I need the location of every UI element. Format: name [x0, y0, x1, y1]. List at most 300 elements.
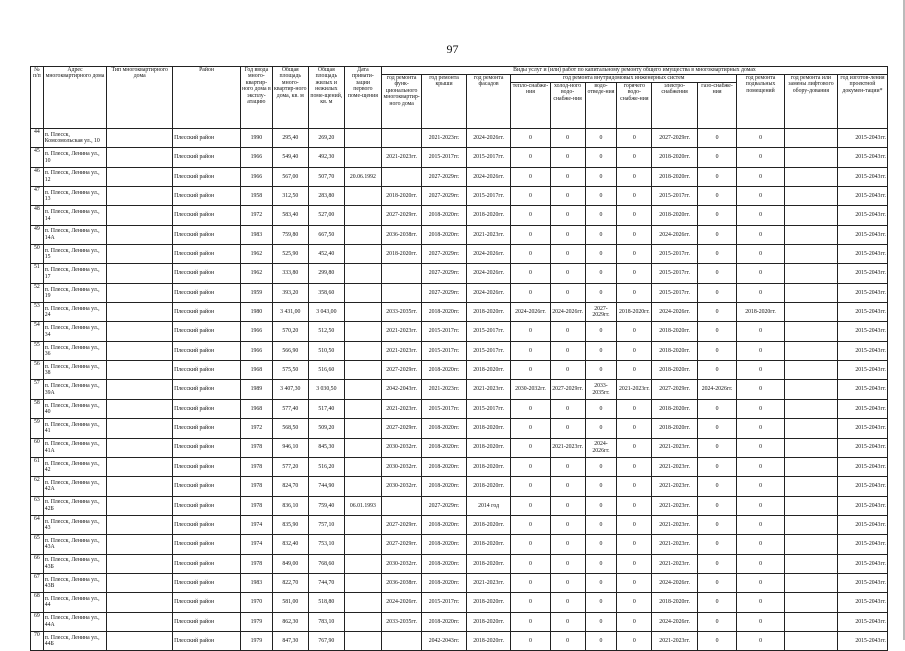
cell-design-docs: 2015-2043гг.	[837, 129, 887, 148]
cell-total-area: 759,80	[272, 225, 308, 244]
cell-district: Плесский район	[173, 419, 241, 438]
cell-heat: 0	[511, 612, 550, 631]
cell-design-docs: 2015-2043гг.	[837, 399, 887, 418]
cell-heat: 0	[511, 573, 550, 592]
cell-hot-water: 0	[617, 515, 652, 534]
cell-lift	[784, 554, 837, 573]
cell-year-functional: 2030-2032гг.	[381, 477, 421, 496]
cell-cold-water: 0	[550, 206, 585, 225]
cell-heat: 0	[511, 148, 550, 167]
cell-house-type	[107, 535, 173, 554]
cell-design-docs: 2015-2043гг.	[837, 361, 887, 380]
cell-sewer: 2033-2035гг.	[585, 380, 617, 399]
cell-address: п. Плесск, Ленина ул., 15	[43, 245, 107, 264]
cell-total-area: 824,70	[272, 477, 308, 496]
cell-heat: 0	[511, 225, 550, 244]
cell-year-facade: 2024-2026гг.	[466, 264, 511, 283]
cell-lift	[784, 477, 837, 496]
cell-total-area: 567,00	[272, 167, 308, 186]
cell-district: Плесский район	[173, 535, 241, 554]
cell-house-type	[107, 322, 173, 341]
cell-row-number: 49	[31, 225, 44, 244]
cell-residential-area: 452,40	[308, 245, 344, 264]
cell-basement: 0	[737, 399, 785, 418]
cell-year-functional: 2036-2038гг.	[381, 225, 421, 244]
cell-sewer: 0	[585, 187, 617, 206]
table-row	[31, 438, 888, 457]
cell-row-number: 55	[31, 341, 44, 360]
cell-year-built: 1972	[240, 419, 272, 438]
table-row	[31, 496, 888, 515]
cell-basement: 0	[737, 612, 785, 631]
cell-lift	[784, 515, 837, 534]
cell-basement: 0	[737, 245, 785, 264]
cell-heat: 0	[511, 419, 550, 438]
table-row	[31, 225, 888, 244]
cell-electricity: 2024-2026гг.	[652, 225, 698, 244]
cell-row-number: 44	[31, 129, 44, 148]
cell-total-area: 333,80	[272, 264, 308, 283]
cell-year-facade: 2024-2026гг.	[466, 245, 511, 264]
cell-cold-water: 0	[550, 283, 585, 302]
cell-residential-area: 299,80	[308, 264, 344, 283]
cell-lift	[784, 399, 837, 418]
cell-gas: 0	[697, 361, 736, 380]
cell-house-type	[107, 380, 173, 399]
cell-gas: 0	[697, 438, 736, 457]
cell-residential-area: 757,10	[308, 515, 344, 534]
cell-lift	[784, 148, 837, 167]
cell-basement: 0	[737, 380, 785, 399]
cell-heat: 0	[511, 167, 550, 186]
cell-district: Плесский район	[173, 380, 241, 399]
cell-heat: 0	[511, 245, 550, 264]
cell-year-built: 1990	[240, 129, 272, 148]
cell-row-number: 64	[31, 515, 44, 534]
cell-design-docs: 2015-2043гг.	[837, 283, 887, 302]
cell-address: п. Плесск, Ленина ул., 44	[43, 593, 107, 612]
cell-lift	[784, 264, 837, 283]
cell-privatization-date	[344, 612, 381, 631]
cell-district: Плесский район	[173, 457, 241, 476]
cell-year-facade: 2018-2020гг.	[466, 535, 511, 554]
cell-gas: 0	[697, 129, 736, 148]
table-row	[31, 457, 888, 476]
cell-year-built: 1959	[240, 283, 272, 302]
cell-district: Плесский район	[173, 167, 241, 186]
cell-year-roof: 2015-2017гг.	[422, 322, 467, 341]
cell-house-type	[107, 593, 173, 612]
cell-sewer: 0	[585, 322, 617, 341]
cell-lift	[784, 438, 837, 457]
cell-gas: 0	[697, 399, 736, 418]
cell-year-functional: 2030-2032гг.	[381, 554, 421, 573]
cell-residential-area: 845,30	[308, 438, 344, 457]
cell-year-built: 1989	[240, 380, 272, 399]
cell-hot-water: 0	[617, 612, 652, 631]
cell-district: Плесский район	[173, 187, 241, 206]
cell-district: Плесский район	[173, 206, 241, 225]
cell-privatization-date	[344, 631, 381, 650]
table-row	[31, 477, 888, 496]
cell-house-type	[107, 573, 173, 592]
cell-house-type	[107, 419, 173, 438]
cell-sewer: 0	[585, 535, 617, 554]
cell-year-roof: 2018-2020гг.	[422, 535, 467, 554]
cell-address: п. Плесск, Ленина ул., 41А	[43, 438, 107, 457]
cell-row-number: 69	[31, 612, 44, 631]
table-row	[31, 187, 888, 206]
cell-design-docs: 2015-2043гг.	[837, 477, 887, 496]
cell-address: п. Плесск, Ленина ул., 43А	[43, 535, 107, 554]
cell-total-area: 849,00	[272, 554, 308, 573]
cell-design-docs: 2015-2043гг.	[837, 341, 887, 360]
cell-residential-area: 516,20	[308, 457, 344, 476]
cell-address: п. Плесск, Ленина ул., 14А	[43, 225, 107, 244]
cell-sewer: 0	[585, 515, 617, 534]
cell-basement: 0	[737, 225, 785, 244]
cell-year-roof: 2018-2020гг.	[422, 612, 467, 631]
cell-cold-water: 0	[550, 148, 585, 167]
cell-cold-water: 0	[550, 573, 585, 592]
cell-heat: 0	[511, 341, 550, 360]
cell-year-functional: 2033-2035гг.	[381, 303, 421, 322]
cell-gas: 0	[697, 341, 736, 360]
cell-cold-water: 0	[550, 554, 585, 573]
cell-electricity: 2021-2023гг.	[652, 515, 698, 534]
cell-year-built: 1968	[240, 399, 272, 418]
table-body	[31, 129, 888, 651]
cell-electricity: 2018-2020гг.	[652, 322, 698, 341]
cell-sewer: 0	[585, 477, 617, 496]
cell-year-facade: 2018-2020гг.	[466, 554, 511, 573]
cell-cold-water: 2024-2026гг.	[550, 303, 585, 322]
cell-row-number: 59	[31, 419, 44, 438]
cell-gas: 0	[697, 554, 736, 573]
cell-total-area: 847,30	[272, 631, 308, 650]
cell-lift	[784, 206, 837, 225]
cell-basement: 0	[737, 593, 785, 612]
cell-district: Плесский район	[173, 438, 241, 457]
cell-year-roof: 2015-2017гг.	[422, 341, 467, 360]
cell-design-docs: 2015-2043гг.	[837, 573, 887, 592]
cell-address: п. Плесск, Ленина ул., 40	[43, 399, 107, 418]
cell-year-built: 1978	[240, 457, 272, 476]
cell-sewer: 0	[585, 573, 617, 592]
cell-electricity: 2018-2020гг.	[652, 206, 698, 225]
cell-sewer: 0	[585, 167, 617, 186]
cell-privatization-date	[344, 129, 381, 148]
cell-year-functional: 2021-2023гг.	[381, 399, 421, 418]
cell-year-functional: 2021-2023гг.	[381, 341, 421, 360]
cell-address: п. Плесск, Комсомольская ул., 10	[43, 129, 107, 148]
cell-heat: 0	[511, 206, 550, 225]
cell-heat: 0	[511, 283, 550, 302]
cell-year-facade: 2015-2017гг.	[466, 148, 511, 167]
cell-basement: 0	[737, 187, 785, 206]
cell-year-roof: 2018-2020гг.	[422, 419, 467, 438]
cell-total-area: 312,50	[272, 187, 308, 206]
cell-electricity: 2018-2020гг.	[652, 419, 698, 438]
cell-lift	[784, 322, 837, 341]
cell-year-built: 1966	[240, 167, 272, 186]
cell-year-roof: 2018-2020гг.	[422, 554, 467, 573]
cell-electricity: 2024-2026гг.	[652, 573, 698, 592]
header-year-built: Год ввода много-квартир-ного дома в эксплу-атацию	[240, 67, 272, 129]
cell-heat: 0	[511, 264, 550, 283]
cell-electricity: 2024-2026гг.	[652, 612, 698, 631]
cell-hot-water: 0	[617, 593, 652, 612]
cell-heat: 2024-2026гг.	[511, 303, 550, 322]
cell-year-built: 1978	[240, 554, 272, 573]
cell-year-built: 1962	[240, 245, 272, 264]
cell-heat: 0	[511, 129, 550, 148]
cell-cold-water: 0	[550, 322, 585, 341]
cell-sewer: 2027-2029гг.	[585, 303, 617, 322]
cell-year-built: 1962	[240, 264, 272, 283]
cell-year-built: 1974	[240, 515, 272, 534]
cell-cold-water: 0	[550, 477, 585, 496]
cell-electricity: 2027-2029гг.	[652, 380, 698, 399]
cell-design-docs: 2015-2043гг.	[837, 245, 887, 264]
cell-address: п. Плесск, Ленина ул., 38	[43, 361, 107, 380]
cell-year-built: 1978	[240, 438, 272, 457]
cell-privatization-date: 06.01.1993	[344, 496, 381, 515]
cell-gas: 0	[697, 322, 736, 341]
cell-lift	[784, 187, 837, 206]
cell-hot-water: 0	[617, 496, 652, 515]
table-row	[31, 631, 888, 650]
cell-house-type	[107, 303, 173, 322]
cell-basement: 0	[737, 341, 785, 360]
cell-cold-water: 0	[550, 515, 585, 534]
cell-electricity: 2015-2017гг.	[652, 245, 698, 264]
cell-year-functional: 2030-2032гг.	[381, 457, 421, 476]
cell-hot-water: 0	[617, 554, 652, 573]
cell-year-facade: 2014 год	[466, 496, 511, 515]
cell-electricity: 2024-2026гг.	[652, 303, 698, 322]
cell-hot-water: 0	[617, 457, 652, 476]
cell-design-docs: 2015-2043гг.	[837, 167, 887, 186]
cell-lift	[784, 631, 837, 650]
cell-lift	[784, 457, 837, 476]
cell-cold-water: 0	[550, 419, 585, 438]
cell-gas: 0	[697, 515, 736, 534]
cell-address: п. Плесск, Ленина ул., 43В	[43, 573, 107, 592]
cell-address: п. Плесск, Ленина ул., 39А	[43, 380, 107, 399]
cell-year-roof: 2018-2020гг.	[422, 457, 467, 476]
cell-sewer: 0	[585, 206, 617, 225]
cell-hot-water: 0	[617, 438, 652, 457]
cell-year-roof: 2018-2020гг.	[422, 515, 467, 534]
cell-row-number: 62	[31, 477, 44, 496]
cell-sewer: 0	[585, 245, 617, 264]
cell-electricity: 2021-2023гг.	[652, 477, 698, 496]
cell-year-roof: 2018-2020гг.	[422, 477, 467, 496]
table-row	[31, 573, 888, 592]
cell-residential-area: 509,20	[308, 419, 344, 438]
cell-total-area: 835,90	[272, 515, 308, 534]
cell-address: п. Плесск, Ленина ул., 44А	[43, 612, 107, 631]
header-district: Район	[173, 67, 241, 129]
cell-row-number: 65	[31, 535, 44, 554]
cell-sewer: 0	[585, 631, 617, 650]
cell-gas: 0	[697, 593, 736, 612]
cell-electricity: 2015-2017гг.	[652, 187, 698, 206]
cell-sewer: 2024-2026гг.	[585, 438, 617, 457]
cell-address: п. Плесск, Ленина ул., 12	[43, 167, 107, 186]
cell-total-area: 295,40	[272, 129, 308, 148]
cell-hot-water: 2021-2023гг.	[617, 380, 652, 399]
cell-year-functional: 2021-2023гг.	[381, 322, 421, 341]
cell-lift	[784, 573, 837, 592]
cell-total-area: 549,40	[272, 148, 308, 167]
cell-district: Плесский район	[173, 129, 241, 148]
cell-design-docs: 2015-2043гг.	[837, 457, 887, 476]
cell-row-number: 68	[31, 593, 44, 612]
cell-lift	[784, 361, 837, 380]
cell-year-roof: 2018-2020гг.	[422, 573, 467, 592]
cell-gas: 0	[697, 187, 736, 206]
cell-sewer: 0	[585, 457, 617, 476]
cell-year-facade: 2015-2017гг.	[466, 187, 511, 206]
cell-house-type	[107, 612, 173, 631]
cell-total-area: 822,70	[272, 573, 308, 592]
cell-house-type	[107, 206, 173, 225]
cell-heat: 0	[511, 515, 550, 534]
cell-residential-area: 283,80	[308, 187, 344, 206]
cell-lift	[784, 129, 837, 148]
cell-year-functional: 2027-2029гг.	[381, 361, 421, 380]
cell-hot-water: 0	[617, 187, 652, 206]
cell-year-functional	[381, 129, 421, 148]
cell-house-type	[107, 245, 173, 264]
cell-electricity: 2018-2020гг.	[652, 341, 698, 360]
cell-total-area: 568,50	[272, 419, 308, 438]
cell-gas: 0	[697, 477, 736, 496]
cell-privatization-date	[344, 573, 381, 592]
cell-address: п. Плесск, Ленина ул., 19	[43, 283, 107, 302]
cell-electricity: 2027-2029гг.	[652, 129, 698, 148]
header-year-basement: год ремонта подвальных помещений	[737, 75, 785, 129]
cell-residential-area: 527,00	[308, 206, 344, 225]
cell-heat: 0	[511, 322, 550, 341]
cell-residential-area: 358,60	[308, 283, 344, 302]
cell-residential-area: 759,40	[308, 496, 344, 515]
header-heat: тепло-снабже-ния	[511, 83, 550, 129]
cell-electricity: 2018-2020гг.	[652, 167, 698, 186]
cell-total-area: 566,90	[272, 341, 308, 360]
cell-address: п. Плесск, Ленина ул., 36	[43, 341, 107, 360]
cell-basement: 0	[737, 264, 785, 283]
table-row	[31, 322, 888, 341]
cell-address: п. Плесск, Ленина ул., 17	[43, 264, 107, 283]
cell-gas: 0	[697, 283, 736, 302]
cell-lift	[784, 496, 837, 515]
cell-residential-area: 783,10	[308, 612, 344, 631]
cell-electricity: 2021-2023гг.	[652, 457, 698, 476]
cell-row-number: 61	[31, 457, 44, 476]
cell-residential-area: 3 030,50	[308, 380, 344, 399]
cell-year-built: 1978	[240, 477, 272, 496]
header-gas: газо-снабже-ния	[697, 83, 736, 129]
cell-hot-water: 0	[617, 148, 652, 167]
cell-district: Плесский район	[173, 361, 241, 380]
cell-basement: 0	[737, 167, 785, 186]
cell-cold-water: 2021-2023гг.	[550, 438, 585, 457]
cell-year-roof: 2027-2029гг.	[422, 187, 467, 206]
cell-electricity: 2015-2017гг.	[652, 264, 698, 283]
cell-cold-water: 0	[550, 167, 585, 186]
cell-year-facade: 2015-2017гг.	[466, 341, 511, 360]
table-row	[31, 361, 888, 380]
cell-year-functional: 2042-2043гг.	[381, 380, 421, 399]
cell-year-roof: 2018-2020гг.	[422, 303, 467, 322]
header-sewer: водо-отведе-ния	[585, 83, 617, 129]
cell-row-number: 46	[31, 167, 44, 186]
cell-heat: 0	[511, 593, 550, 612]
header-privatization-date: Дата привати-зации первого поме-щения	[344, 67, 381, 129]
cell-residential-area: 744,90	[308, 477, 344, 496]
header-type: Тип многоквартирного дома	[107, 67, 173, 129]
header-year-design: год изготов-ления проектной докумен-тации*	[837, 75, 887, 129]
cell-total-area: 832,40	[272, 535, 308, 554]
cell-gas: 0	[697, 535, 736, 554]
cell-year-functional: 2033-2035гг.	[381, 612, 421, 631]
cell-privatization-date	[344, 477, 381, 496]
cell-year-facade: 2018-2020гг.	[466, 361, 511, 380]
table-row	[31, 206, 888, 225]
cell-address: п. Плесск, Ленина ул., 43Б	[43, 554, 107, 573]
cell-heat: 0	[511, 554, 550, 573]
cell-house-type	[107, 515, 173, 534]
cell-year-facade: 2018-2020гг.	[466, 593, 511, 612]
cell-hot-water: 0	[617, 399, 652, 418]
cell-basement: 0	[737, 631, 785, 650]
cell-year-roof: 2027-2029гг.	[422, 496, 467, 515]
cell-hot-water: 0	[617, 264, 652, 283]
cell-basement: 0	[737, 322, 785, 341]
cell-privatization-date	[344, 264, 381, 283]
cell-total-area: 393,20	[272, 283, 308, 302]
cell-address: п. Плесск, Ленина ул., 42Б	[43, 496, 107, 515]
cell-basement: 0	[737, 496, 785, 515]
cell-house-type	[107, 225, 173, 244]
cell-sewer: 0	[585, 554, 617, 573]
cell-cold-water: 0	[550, 245, 585, 264]
cell-basement: 0	[737, 361, 785, 380]
cell-design-docs: 2015-2043гг.	[837, 438, 887, 457]
cell-year-functional: 2018-2020гг.	[381, 245, 421, 264]
cell-year-functional	[381, 631, 421, 650]
cell-district: Плесский район	[173, 303, 241, 322]
header-cold-water: холод-ного водо-снабже-ния	[550, 83, 585, 129]
header-works-group: Виды услуг и (или) работ по капитальному ремонту общего имущества в многоквартирных домах	[381, 67, 887, 75]
cell-year-roof: 2021-2023гг.	[422, 129, 467, 148]
cell-house-type	[107, 554, 173, 573]
cell-residential-area: 768,60	[308, 554, 344, 573]
header-num: № п/п	[31, 67, 44, 129]
cell-electricity: 2021-2023гг.	[652, 535, 698, 554]
cell-row-number: 48	[31, 206, 44, 225]
cell-design-docs: 2015-2043гг.	[837, 225, 887, 244]
cell-electricity: 2021-2023гг.	[652, 438, 698, 457]
cell-sewer: 0	[585, 129, 617, 148]
cell-year-built: 1978	[240, 496, 272, 515]
cell-row-number: 54	[31, 322, 44, 341]
page-number: 97	[446, 42, 459, 56]
cell-residential-area: 507,70	[308, 167, 344, 186]
